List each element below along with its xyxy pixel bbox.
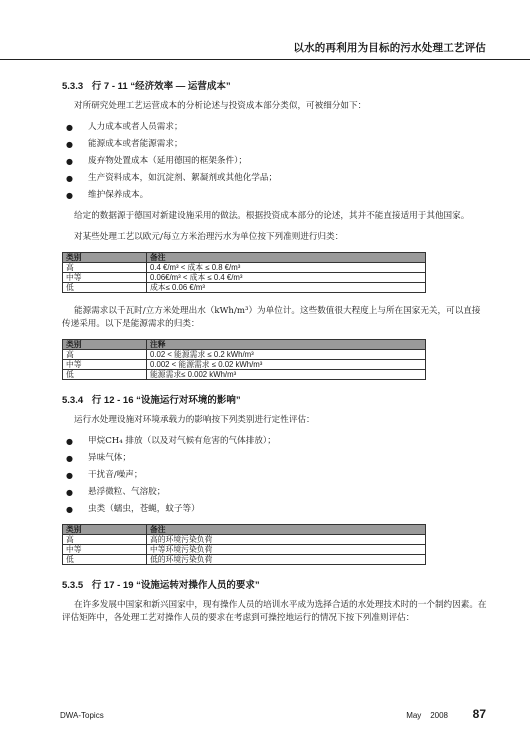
list-item-text: 人力成本或者人员需求； [88,122,183,132]
list-item [62,172,489,185]
table-row [63,370,426,380]
table-cell: 中等 [63,545,147,555]
bullet-icon: ● [66,488,73,497]
page-number: 87 [472,707,486,721]
column-header: 备注 [147,253,426,263]
list-item-text: 干扰音/噪声； [88,470,143,480]
list-item-text: 甲烷CH₄ 排放（以及对气候有危害的气体排放）； [88,436,276,446]
list-item-text: 废弃物处置成本（延用德国的框架条件）； [88,156,247,166]
list-item-text: 维护保养成本。 [88,190,149,200]
table-cell: 中等环境污染负荷 [147,545,426,555]
column-header: 类别 [63,253,147,263]
table-cell: 低 [63,370,147,380]
section-heading-5-3-5 [62,577,489,591]
list-item-text: 能源成本或者能源需求； [88,139,183,149]
table-cell: 0.06€/m³ < 成本 ≤ 0.4 €/m³ [147,273,426,283]
section-heading-5-3-3 [62,78,489,92]
page-content [62,78,489,633]
table-cell: 低 [63,555,147,565]
footer-date: May 2008 [406,711,448,720]
bullet-icon: ● [66,471,73,480]
table-cell: 高的环境污染负荷 [147,535,426,545]
environment-category-table [62,524,426,565]
section-title: 行 7 - 11 “经济效率 — 运营成本” [91,81,231,92]
table-cell: 低的环境污染负荷 [147,555,426,565]
list-item-text: 异味气体； [88,453,131,463]
table-header-row [63,340,426,350]
bullet-icon: ● [66,157,73,166]
bullet-icon: ● [66,174,73,183]
bullet-list-costs [62,121,489,202]
table-cell: 中等 [63,273,147,283]
bullet-icon: ● [66,437,73,446]
table-cell: 高 [63,263,147,273]
header-rule [0,59,530,60]
column-header: 备注 [147,525,426,535]
table-row [63,360,426,370]
bullet-icon: ● [66,505,73,514]
table-cell: 高 [63,350,147,360]
list-item [62,503,489,516]
list-item-text: 虫类（蠕虫，苍蝇，蚊子等） [88,504,200,514]
page-header [0,0,530,66]
table-row [63,535,426,545]
list-item [62,138,489,151]
list-item [62,486,489,499]
bullet-icon: ● [66,123,73,132]
paragraph: 运行水处理设施对环境承载力的影响按下列类别进行定性评估： [74,415,315,425]
section-number: 5.3.4 [62,395,84,406]
list-item [62,121,489,134]
paragraph: 对所研究处理工艺运营成本的分析论述与投资成本部分类似，可被细分如下： [74,101,367,111]
bullet-icon: ● [66,454,73,463]
table-row [63,273,426,283]
table-row [63,555,426,565]
section-number: 5.3.3 [62,81,84,92]
table-row [63,283,426,293]
paragraph: 在许多发展中国家和新兴国家中，现有操作人员的培训水平成为选择合适的水处理技术时的一个制约因素。在评估矩阵中，各处理工艺对操作人员的要求在考虑到可操控地运行的情况下按下列准则评估： [62,600,487,623]
table-cell: 能源需求≤ 0.002 kWh/m³ [147,370,426,380]
table-cell: 0.002 < 能源需求 ≤ 0.02 kWh/m³ [147,360,426,370]
bullet-icon: ● [66,140,73,149]
table-row [63,263,426,273]
section-title: 行 12 - 16 “设施运行对环境的影响” [91,395,241,406]
cost-category-table [62,252,426,293]
table-row [63,545,426,555]
bullet-icon: ● [66,191,73,200]
list-item [62,189,489,202]
table-cell: 0.4 €/m³ < 成本 ≤ 0.8 €/m³ [147,263,426,273]
section-number: 5.3.5 [62,580,84,591]
paragraph: 给定的数据源于德国对新建设施采用的做法。根据投资成本部分的论述，其并不能直接适用于其他国家。 [74,211,470,221]
table-header-row [63,525,426,535]
table-cell: 低 [63,283,147,293]
section-heading-5-3-4 [62,392,489,406]
column-header: 注释 [147,340,426,350]
table-row [63,350,426,360]
list-item [62,452,489,465]
table-header-row [63,253,426,263]
paragraph: 能源需求以千瓦时/立方米处理出水（kWh/m³）为单位计。这些数值很大程度上与所在国家无关，可以直接传递采用。以下是能源需求的归类： [62,306,481,329]
paragraph: 对某些处理工艺以欧元/每立方米治理污水为单位按下列准则进行归类： [74,232,344,242]
bullet-list-environment [62,435,489,516]
table-cell: 成本≤ 0.06 €/m³ [147,283,426,293]
list-item-text: 悬浮微粒、气溶胶； [88,487,166,497]
footer-publication: DWA-Topics [60,711,104,720]
energy-category-table [62,339,426,380]
list-item-text: 生产资料成本，如沉淀剂、絮凝剂或其他化学品； [88,173,278,183]
table-cell: 中等 [63,360,147,370]
table-cell: 0.02 < 能源需求 ≤ 0.2 kWh/m³ [147,350,426,360]
list-item [62,435,489,448]
list-item [62,155,489,168]
section-title: 行 17 - 19 “设施运转对操作人员的要求” [91,580,260,591]
header-title: 以水的再利用为目标的污水处理工艺评估 [293,42,486,54]
table-cell: 高 [63,535,147,545]
column-header: 类别 [63,340,147,350]
column-header: 类别 [63,525,147,535]
list-item [62,469,489,482]
